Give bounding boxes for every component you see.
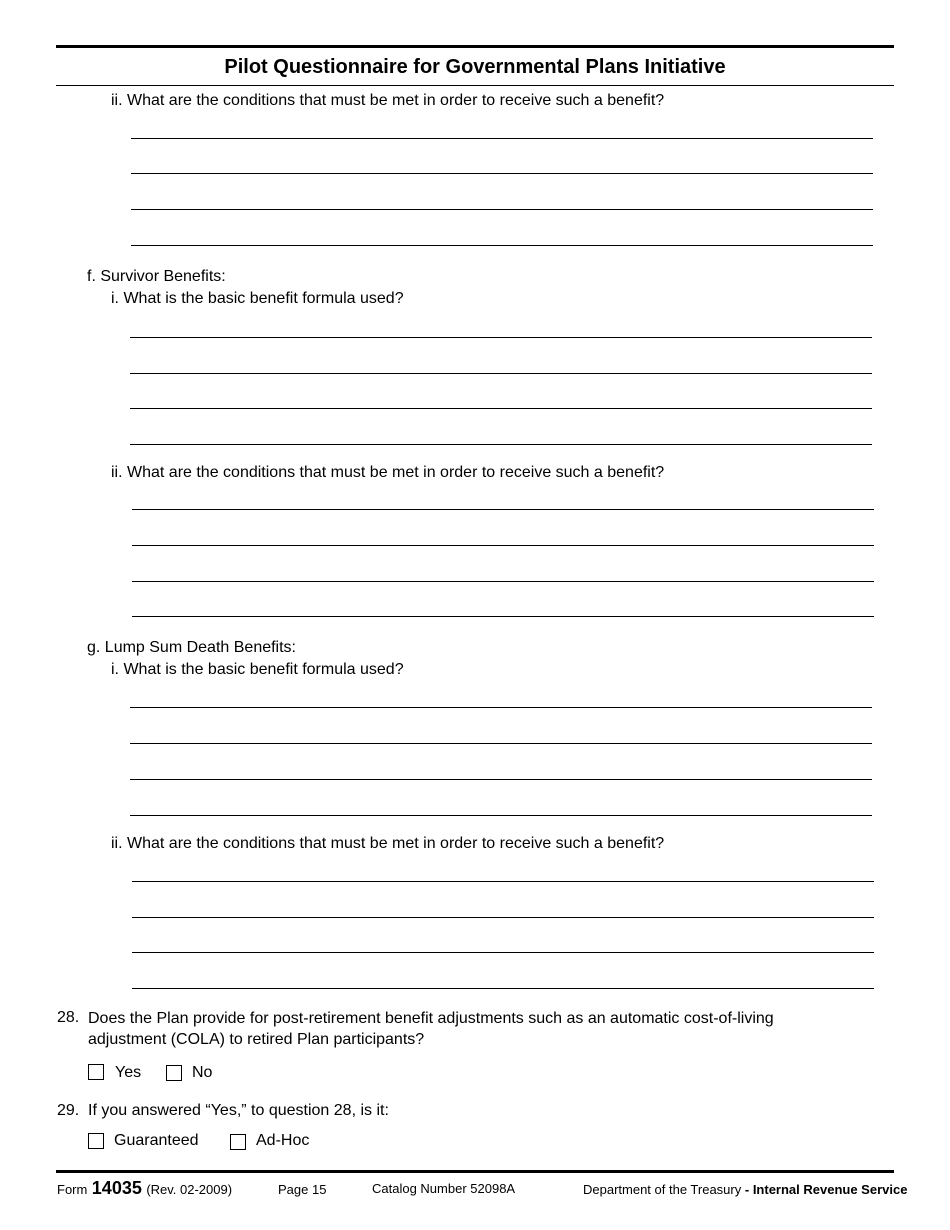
question-29-text: If you answered “Yes,” to question 28, is it: xyxy=(88,1102,389,1119)
answer-line-f-i-4[interactable] xyxy=(130,444,872,445)
answer-line-g-i-3[interactable] xyxy=(130,779,872,780)
question-28-text-line2: adjustment (COLA) to retired Plan participants? xyxy=(88,1031,425,1048)
answer-line-g-ii-1[interactable] xyxy=(132,881,874,882)
q28-no-label: No xyxy=(192,1064,213,1081)
q28-no-checkbox[interactable] xyxy=(166,1065,182,1081)
section-f-heading: f. Survivor Benefits: xyxy=(87,268,226,285)
answer-line-e-ii-3[interactable] xyxy=(131,209,873,210)
answer-line-f-ii-2[interactable] xyxy=(132,545,874,546)
footer-irs: - Internal Revenue Service xyxy=(744,1182,908,1197)
q29-guaranteed-label: Guaranteed xyxy=(114,1132,199,1149)
answer-line-g-i-1[interactable] xyxy=(130,707,872,708)
answer-line-g-ii-3[interactable] xyxy=(132,952,874,953)
question-28-text-line1: Does the Plan provide for post-retirement benefit adjustments such as an automatic cost-of-living xyxy=(88,1010,774,1027)
answer-line-e-ii-4[interactable] xyxy=(131,245,873,246)
footer-rule xyxy=(56,1170,894,1173)
header-bottom-rule xyxy=(56,85,894,86)
answer-line-g-i-4[interactable] xyxy=(130,815,872,816)
question-e-ii: ii. What are the conditions that must be met in order to receive such a benefit? xyxy=(111,92,665,109)
question-g-i: i. What is the basic benefit formula used? xyxy=(111,661,404,678)
question-f-ii: ii. What are the conditions that must be met in order to receive such a benefit? xyxy=(111,464,665,481)
page-title: Pilot Questionnaire for Governmental Plans Initiative xyxy=(224,56,726,78)
footer-form-id xyxy=(57,1178,232,1199)
q28-yes-label: Yes xyxy=(115,1064,142,1081)
q29-adhoc-label: Ad-Hoc xyxy=(256,1132,310,1149)
answer-line-f-i-3[interactable] xyxy=(130,408,872,409)
question-f-i: i. What is the basic benefit formula used? xyxy=(111,290,404,307)
q29-adhoc-checkbox[interactable] xyxy=(230,1134,246,1150)
answer-line-f-ii-4[interactable] xyxy=(132,616,874,617)
question-29-number: 29. xyxy=(57,1102,80,1119)
footer-agency xyxy=(583,1182,908,1197)
answer-line-g-ii-2[interactable] xyxy=(132,917,874,918)
question-28-number: 28. xyxy=(57,1009,80,1026)
answer-line-f-ii-1[interactable] xyxy=(132,509,874,510)
answer-line-e-ii-1[interactable] xyxy=(131,138,873,139)
header-top-rule xyxy=(56,45,894,48)
footer-catalog-number: Catalog Number 52098A xyxy=(372,1181,516,1196)
footer-form-number: 14035 xyxy=(91,1178,142,1198)
footer-department: Department of the Treasury xyxy=(583,1182,742,1197)
footer-page-number: Page 15 xyxy=(278,1182,327,1197)
answer-line-f-i-1[interactable] xyxy=(130,337,872,338)
footer-form-label: Form xyxy=(57,1182,88,1197)
answer-line-g-ii-4[interactable] xyxy=(132,988,874,989)
footer-revision: (Rev. 02-2009) xyxy=(146,1182,233,1197)
question-g-ii: ii. What are the conditions that must be met in order to receive such a benefit? xyxy=(111,835,665,852)
answer-line-f-ii-3[interactable] xyxy=(132,581,874,582)
answer-line-e-ii-2[interactable] xyxy=(131,173,873,174)
section-g-heading: g. Lump Sum Death Benefits: xyxy=(87,639,296,656)
answer-line-g-i-2[interactable] xyxy=(130,743,872,744)
q29-guaranteed-checkbox[interactable] xyxy=(88,1133,104,1149)
answer-line-f-i-2[interactable] xyxy=(130,373,872,374)
q28-yes-checkbox[interactable] xyxy=(88,1064,104,1080)
